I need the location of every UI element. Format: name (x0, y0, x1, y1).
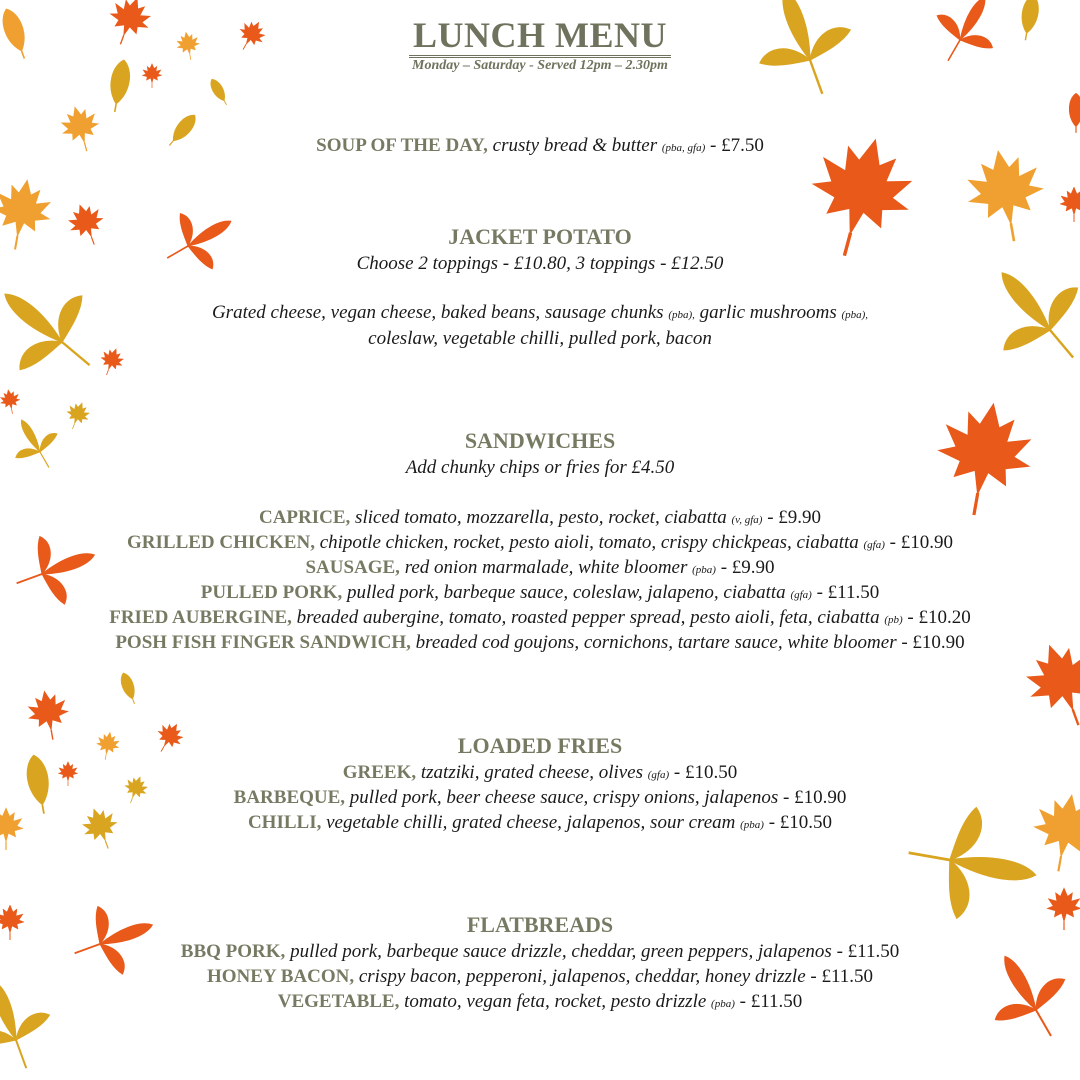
dietary-tags: (pba, gfa) (661, 142, 706, 154)
menu-item: BBQ PORK, pulled pork, barbeque sauce drizzle, cheddar, green peppers, jalapenos - £11.50 (180, 941, 900, 962)
item-description: crusty bread & butter (487, 135, 662, 156)
section-heading-loaded-fries: LOADED FRIES (457, 733, 623, 758)
menu-item: CHILLI, vegetable chilli, grated cheese, jalapenos, sour cream (pba) - £10.50 (247, 812, 833, 833)
menu-item: BARBEQUE, pulled pork, beer cheese sauce, crispy onions, jalapenos - £10.90 (233, 787, 847, 808)
menu-item: HONEY BACON, crispy bacon, pepperoni, jalapenos, cheddar, honey drizzle - £11.50 (207, 966, 873, 987)
menu-item: GREEK, tzatziki, grated cheese, olives (gfa) - £10.50 (342, 762, 738, 783)
jacket-toppings-price-note: Choose 2 toppings - £10.80, 3 toppings - £12.50 (356, 253, 724, 274)
jacket-toppings-list: Grated cheese, vegan cheese, baked beans, sausage chunks (pba), garlic mushrooms (pba), (211, 302, 869, 323)
menu-item: POSH FISH FINGER SANDWICH, breaded cod goujons, cornichons, tartare sauce, white bloomer - £10.90 (115, 632, 965, 653)
section-heading-sandwiches: SANDWICHES (464, 428, 616, 453)
section-heading-jacket-potato: JACKET POTATO (448, 224, 632, 249)
item-name: SOUP OF THE DAY, (316, 135, 488, 156)
sandwiches-note: Add chunky chips or fries for £4.50 (405, 457, 675, 478)
page-title: LUNCH MENU (0, 14, 1080, 56)
menu-item: VEGETABLE, tomato, vegan feta, rocket, pesto drizzle (pba) - £11.50 (277, 991, 803, 1012)
menu-item-soup (0, 133, 1080, 161)
menu-item: PULLED PORK, pulled pork, barbeque sauce, coleslaw, jalapeno, ciabatta (gfa) - £11.50 (200, 582, 880, 603)
item-price: - £7.50 (705, 135, 764, 156)
menu-item: GRILLED CHICKEN, chipotle chicken, rocket, pesto aioli, tomato, crispy chickpeas, ciabatta (gfa) - £10.90 (127, 532, 953, 553)
menu-item: CAPRICE, sliced tomato, mozzarella, pesto, rocket, ciabatta (v, gfa) - £9.90 (258, 507, 822, 528)
menu-item: FRIED AUBERGINE, breaded aubergine, tomato, roasted pepper spread, pesto aioli, feta, ciabatta (pb) - £10.20 (109, 607, 971, 628)
menu-item: SAUSAGE, red onion marmalade, white bloomer (pba) - £9.90 (305, 557, 775, 578)
jacket-toppings-list-cont: coleslaw, vegetable chilli, pulled pork, bacon (368, 328, 712, 349)
section-heading-flatbreads: FLATBREADS (466, 912, 614, 937)
service-hours: Monday – Saturday - Served 12pm – 2.30pm (412, 58, 668, 73)
